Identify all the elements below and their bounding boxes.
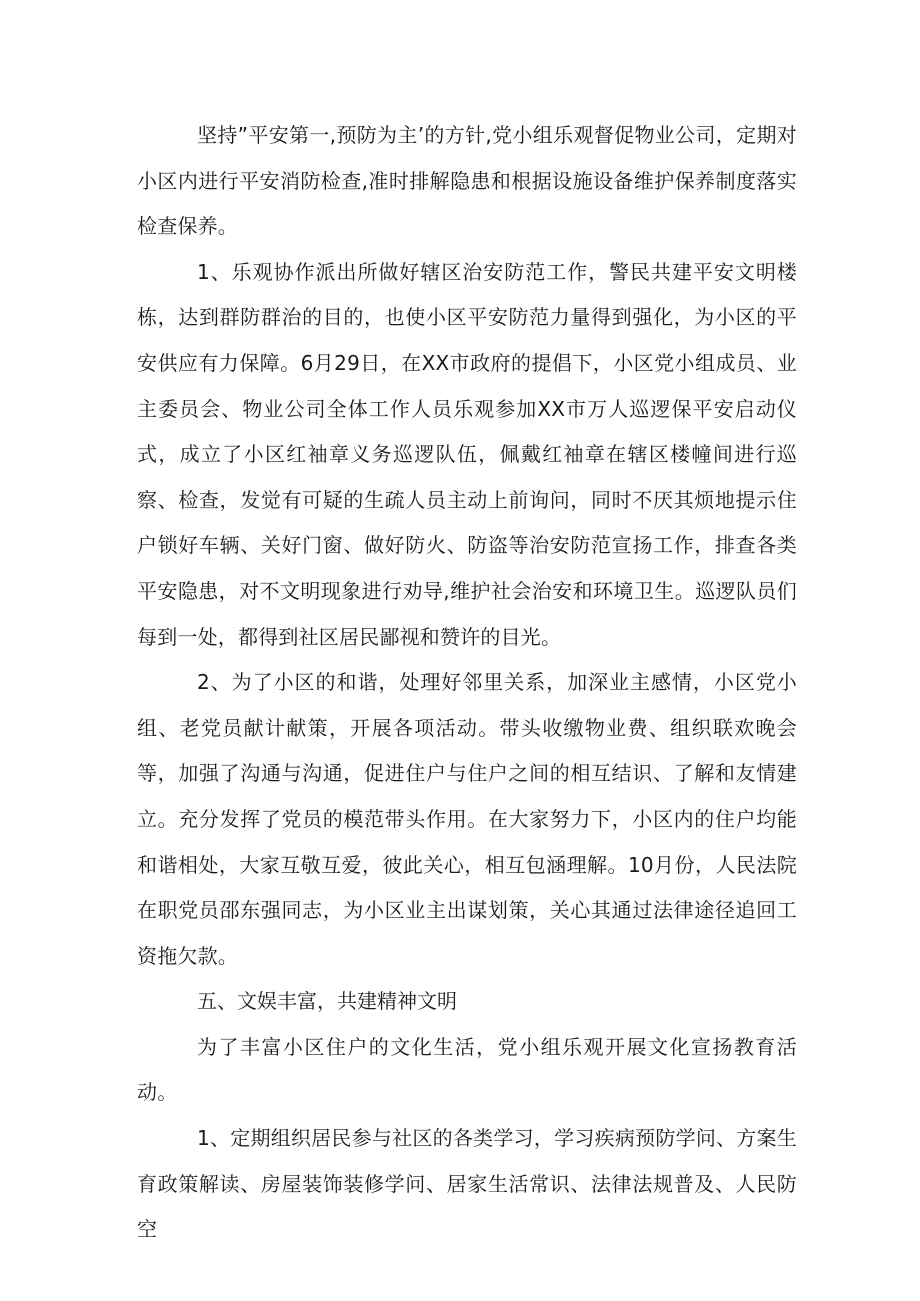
document-body	[137, 113, 797, 1253]
section-heading: 五、文娱丰富，共建精神文明	[197, 989, 457, 1014]
paragraph-culture-intro: 为了丰富小区住户的文化生活，党小组乐观开展文化宣扬教育活动。	[137, 1034, 797, 1105]
paragraph-patrol: 1、乐观协作派出所做好辖区治安防范工作，警民共建平安文明楼栋，达到群防群治的目的，也使小区平安防范力量得到强化，为小区的平安供应有力保障。6月29日，在XX市政府的提倡下，小区党小组成员、业主委员会、物业公司全体工作人员乐观参加XX市万人巡逻保平安启动仪式，成立了小区红袖章义务巡逻队伍，佩戴红袖章在辖区楼幢间进行巡察、检查，发觉有可疑的生疏人员主动上前询问，同时不厌其烦地提示住户锁好车辆、关好门窗、做好防火、防盗等治安防范宣扬工作，排查各类平安隐患，对不文明现象进行劝导,维护社会治安和环境卫生。巡逻队员们每到一处，都得到社区居民鄙视和赞许的目光。	[137, 259, 797, 649]
paragraph-harmony: 2、为了小区的和谐，处理好邻里关系，加深业主感情，小区党小组、老党员献计献策，开展各项活动。带头收缴物业费、组织联欢晚会等，加强了沟通与沟通，促进住户与住户之间的相互结识、了解和友情建立。充分发挥了党员的模范带头作用。在大家努力下，小区内的住户均能和谐相处，大家互敬互爱，彼此关心，相互包涵理解。10月份，人民法院在职党员邵东强同志，为小区业主出谋划策，关心其通过法律途径追回工资拖欠款。	[137, 670, 797, 968]
paragraph-learning: 1、定期组织居民参与社区的各类学习，学习疾病预防学问、方案生育政策解读、房屋装饰装修学问、居家生活常识、法律法规普及、人民防空	[137, 1126, 797, 1242]
paragraph-fire-safety: 坚持”平安第一,预防为主’的方针,党小组乐观督促物业公司，定期对小区内进行平安消防检查,准时排解隐患和根据设施设备维护保养制度落实检查保养。	[137, 123, 797, 239]
